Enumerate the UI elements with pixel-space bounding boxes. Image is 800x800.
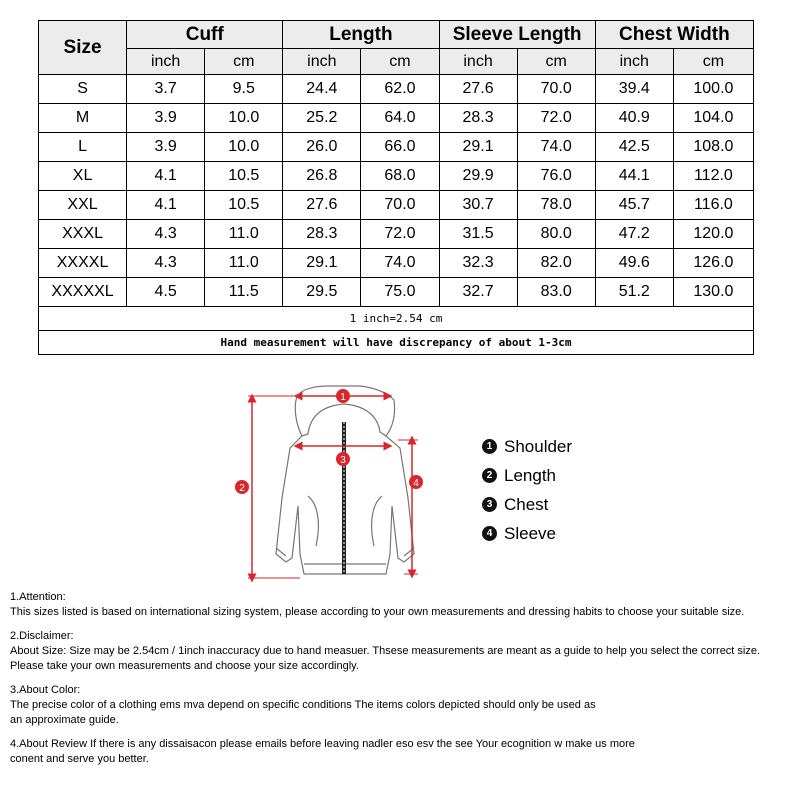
note-line: About Size: Size may be 2.54cm / 1inch inaccuracy due to hand measuer. Thsese measurements are meant as a guide to help you select the correct size. xyxy=(10,645,761,657)
table-row xyxy=(39,162,754,191)
size-cell: XXXL xyxy=(39,220,127,249)
note-disclaimer xyxy=(10,629,795,674)
discrepancy-note-row xyxy=(39,331,754,355)
value-cell: 29.9 xyxy=(439,162,517,191)
size-cell: XXXXL xyxy=(39,249,127,278)
value-cell: 42.5 xyxy=(595,133,673,162)
conversion-note-row xyxy=(39,307,754,331)
value-cell: 31.5 xyxy=(439,220,517,249)
legend-label: Chest xyxy=(504,494,549,514)
value-cell: 70.0 xyxy=(517,75,595,104)
unit-cell: cm xyxy=(673,49,753,75)
note-line: conent and serve you better. xyxy=(10,753,149,765)
diagram-legend xyxy=(482,432,572,548)
value-cell: 44.1 xyxy=(595,162,673,191)
table-row xyxy=(39,133,754,162)
value-cell: 4.3 xyxy=(127,220,205,249)
value-cell: 26.0 xyxy=(283,133,361,162)
table-row xyxy=(39,104,754,133)
hoodie-measurement-diagram xyxy=(228,378,440,584)
value-cell: 9.5 xyxy=(205,75,283,104)
size-cell: S xyxy=(39,75,127,104)
legend-item-shoulder xyxy=(482,432,572,461)
header-cuff: Cuff xyxy=(127,21,283,49)
value-cell: 126.0 xyxy=(673,249,753,278)
legend-item-length xyxy=(482,461,572,490)
value-cell: 29.1 xyxy=(283,249,361,278)
note-color xyxy=(10,683,795,728)
value-cell: 3.9 xyxy=(127,104,205,133)
value-cell: 25.2 xyxy=(283,104,361,133)
value-cell: 39.4 xyxy=(595,75,673,104)
value-cell: 10.5 xyxy=(205,191,283,220)
value-cell: 74.0 xyxy=(517,133,595,162)
size-cell: XL xyxy=(39,162,127,191)
marker-2 xyxy=(235,480,249,494)
unit-cell: cm xyxy=(205,49,283,75)
value-cell: 83.0 xyxy=(517,278,595,307)
value-cell: 45.7 xyxy=(595,191,673,220)
legend-number: 2 xyxy=(482,468,497,483)
unit-cell: cm xyxy=(361,49,439,75)
note-line: Please take your own measurements and choose your size accordingly. xyxy=(10,660,359,672)
note-line: 2.Disclaimer: xyxy=(10,630,74,642)
value-cell: 28.3 xyxy=(283,220,361,249)
value-cell: 4.3 xyxy=(127,249,205,278)
note-line: an approximate guide. xyxy=(10,714,119,726)
legend-label: Sleeve xyxy=(504,523,556,543)
svg-text:3: 3 xyxy=(340,455,346,466)
value-cell: 4.5 xyxy=(127,278,205,307)
legend-item-sleeve xyxy=(482,519,572,548)
value-cell: 70.0 xyxy=(361,191,439,220)
value-cell: 11.0 xyxy=(205,249,283,278)
value-cell: 72.0 xyxy=(517,104,595,133)
unit-cell: inch xyxy=(595,49,673,75)
size-chart-table xyxy=(38,20,754,355)
value-cell: 11.0 xyxy=(205,220,283,249)
header-size: Size xyxy=(39,21,127,75)
value-cell: 3.7 xyxy=(127,75,205,104)
table-header-row xyxy=(39,21,754,49)
note-review xyxy=(10,737,795,767)
table-units-row xyxy=(39,49,754,75)
header-length: Length xyxy=(283,21,439,49)
legend-number: 3 xyxy=(482,497,497,512)
marker-3 xyxy=(336,452,350,466)
note-line: 1.Attention: xyxy=(10,591,66,603)
value-cell: 100.0 xyxy=(673,75,753,104)
notes-section xyxy=(10,590,795,776)
value-cell: 66.0 xyxy=(361,133,439,162)
marker-1 xyxy=(336,389,350,403)
value-cell: 10.0 xyxy=(205,104,283,133)
value-cell: 116.0 xyxy=(673,191,753,220)
size-cell: L xyxy=(39,133,127,162)
value-cell: 64.0 xyxy=(361,104,439,133)
size-cell: XXXXXL xyxy=(39,278,127,307)
value-cell: 4.1 xyxy=(127,191,205,220)
header-chest-width: Chest Width xyxy=(595,21,753,49)
value-cell: 32.3 xyxy=(439,249,517,278)
legend-number: 1 xyxy=(482,439,497,454)
table-row xyxy=(39,191,754,220)
value-cell: 108.0 xyxy=(673,133,753,162)
value-cell: 74.0 xyxy=(361,249,439,278)
value-cell: 28.3 xyxy=(439,104,517,133)
table-row xyxy=(39,220,754,249)
value-cell: 27.6 xyxy=(439,75,517,104)
value-cell: 80.0 xyxy=(517,220,595,249)
legend-item-chest xyxy=(482,490,572,519)
value-cell: 75.0 xyxy=(361,278,439,307)
marker-4 xyxy=(409,475,423,489)
value-cell: 10.5 xyxy=(205,162,283,191)
header-sleeve-length: Sleeve Length xyxy=(439,21,595,49)
svg-text:4: 4 xyxy=(413,478,419,489)
value-cell: 29.1 xyxy=(439,133,517,162)
table-row xyxy=(39,278,754,307)
unit-cell: inch xyxy=(283,49,361,75)
value-cell: 40.9 xyxy=(595,104,673,133)
table-row xyxy=(39,249,754,278)
value-cell: 10.0 xyxy=(205,133,283,162)
value-cell: 120.0 xyxy=(673,220,753,249)
value-cell: 51.2 xyxy=(595,278,673,307)
unit-cell: inch xyxy=(127,49,205,75)
size-cell: M xyxy=(39,104,127,133)
note-line: 4.About Review If there is any dissaisacon please emails before leaving nadler eso esv the see Your ecognition w make us more xyxy=(10,738,635,750)
value-cell: 82.0 xyxy=(517,249,595,278)
value-cell: 11.5 xyxy=(205,278,283,307)
note-line: This sizes listed is based on international sizing system, please according to your own measurements and dressing habits to choose your suitable size. xyxy=(10,606,745,618)
size-cell: XXL xyxy=(39,191,127,220)
value-cell: 4.1 xyxy=(127,162,205,191)
legend-label: Length xyxy=(504,465,556,485)
table-row xyxy=(39,75,754,104)
value-cell: 30.7 xyxy=(439,191,517,220)
unit-cell: inch xyxy=(439,49,517,75)
value-cell: 49.6 xyxy=(595,249,673,278)
legend-number: 4 xyxy=(482,526,497,541)
value-cell: 68.0 xyxy=(361,162,439,191)
value-cell: 78.0 xyxy=(517,191,595,220)
value-cell: 72.0 xyxy=(361,220,439,249)
value-cell: 3.9 xyxy=(127,133,205,162)
value-cell: 130.0 xyxy=(673,278,753,307)
svg-text:1: 1 xyxy=(340,392,346,403)
legend-label: Shoulder xyxy=(504,436,573,456)
value-cell: 27.6 xyxy=(283,191,361,220)
value-cell: 24.4 xyxy=(283,75,361,104)
note-line: The precise color of a clothing ems mva depend on specific conditions The items colors depicted should only be used as xyxy=(10,699,596,711)
value-cell: 32.7 xyxy=(439,278,517,307)
value-cell: 29.5 xyxy=(283,278,361,307)
value-cell: 104.0 xyxy=(673,104,753,133)
unit-cell: cm xyxy=(517,49,595,75)
value-cell: 62.0 xyxy=(361,75,439,104)
value-cell: 26.8 xyxy=(283,162,361,191)
svg-text:2: 2 xyxy=(239,483,245,494)
value-cell: 47.2 xyxy=(595,220,673,249)
conversion-note: 1 inch=2.54 cm xyxy=(39,307,754,331)
note-attention xyxy=(10,590,795,620)
value-cell: 112.0 xyxy=(673,162,753,191)
discrepancy-note: Hand measurement will have discrepancy of about 1-3cm xyxy=(39,331,754,355)
value-cell: 76.0 xyxy=(517,162,595,191)
note-line: 3.About Color: xyxy=(10,684,81,696)
